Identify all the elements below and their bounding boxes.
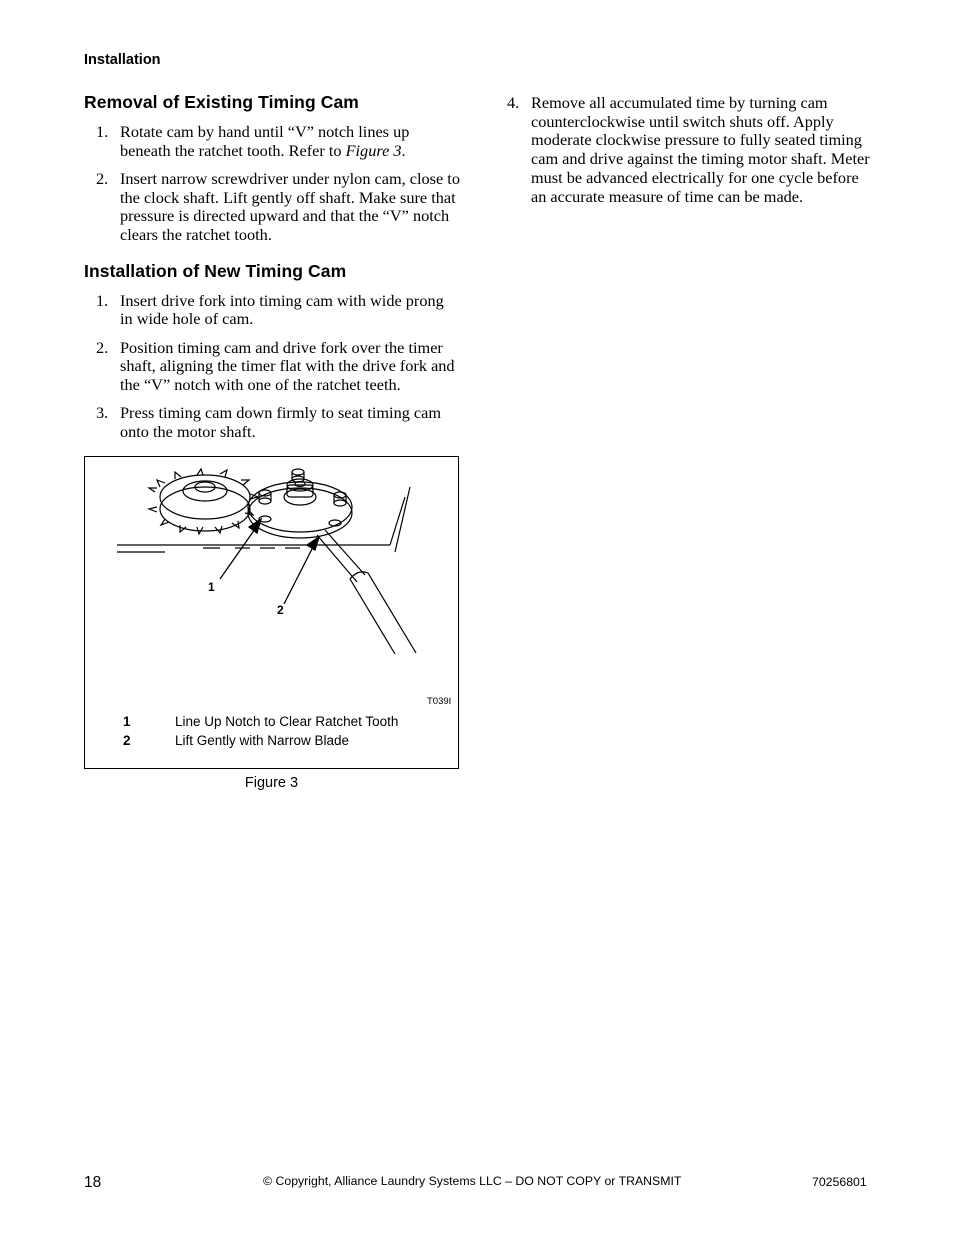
removal-heading: Removal of Existing Timing Cam	[84, 92, 359, 112]
step-text: Remove all accumulated time by turning cam counterclockwise until switch shuts off. Apply moderate clockwise pressure to fully seated timing cam and drive against the timing motor shaft. Meter must be advanced electrically for one cycle before an accurate measure of time can be made.	[531, 93, 870, 206]
step-number: 1.	[96, 290, 109, 310]
installation-step-4	[504, 94, 874, 206]
figure-caption: Figure 3	[244, 775, 299, 791]
figure-reference: Figure 3	[345, 140, 402, 160]
step-number: 2.	[96, 168, 109, 188]
copyright-notice: © Copyright, Alliance Laundry Systems LLC – DO NOT COPY or TRANSMIT	[263, 1174, 682, 1188]
installation-steps-continued	[504, 94, 874, 206]
removal-step-1	[84, 123, 460, 160]
installation-steps	[84, 292, 460, 442]
removal-steps	[84, 123, 460, 245]
legend-row	[123, 713, 398, 732]
legend-text: Line Up Notch to Clear Ratchet Tooth	[175, 714, 399, 729]
legend-key: 2	[123, 732, 131, 748]
callout-2: 2	[277, 603, 284, 617]
page-number: 18	[84, 1174, 102, 1191]
document-number: 70256801	[812, 1175, 867, 1189]
step-text: Rotate cam by hand until “V” notch lines up beneath the ratchet tooth. Refer to	[120, 122, 410, 160]
figure-legend	[123, 713, 398, 750]
legend-key: 1	[123, 714, 131, 729]
installation-step-1	[84, 292, 460, 329]
step-number: 1.	[96, 122, 109, 141]
step-text: Insert drive fork into timing cam with wide prong in wide hole of cam.	[120, 290, 444, 329]
step-text: Insert narrow screwdriver under nylon cam, close to the clock shaft. Lift gently off shaft. Make sure that pressure is directed upward and that the “V” notch clears the ratchet tooth.	[120, 168, 460, 245]
step-text: Press timing cam down firmly to seat timing cam onto the motor shaft.	[120, 403, 442, 441]
removal-step-2	[84, 170, 460, 245]
installation-step-3	[84, 404, 460, 441]
illustration-code: T039I	[427, 696, 452, 707]
section-header: Installation	[84, 52, 161, 68]
step-text: Position timing cam and drive fork over the timer shaft, aligning the timer flat with the drive fork and the “V” notch with one of the ratchet teeth.	[120, 337, 455, 395]
legend-text: Lift Gently with Narrow Blade	[175, 732, 350, 748]
installation-heading: Installation of New Timing Cam	[84, 260, 347, 281]
right-column	[504, 94, 874, 216]
step-number: 4.	[507, 93, 520, 112]
step-number: 2.	[96, 337, 109, 357]
legend-row	[123, 732, 398, 751]
left-column	[84, 92, 460, 451]
figure-3-box	[84, 456, 459, 769]
step-text-end: .	[401, 140, 406, 160]
step-number: 3.	[96, 403, 109, 423]
callout-1: 1	[208, 580, 215, 594]
installation-step-2	[84, 339, 460, 395]
